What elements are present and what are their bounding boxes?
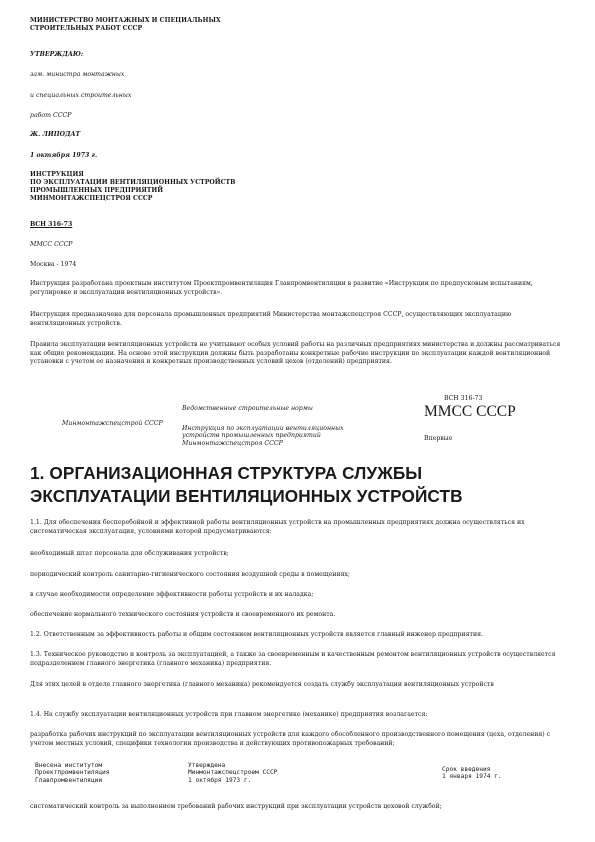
paragraph-control: периодический контроль санитарно-гигиенического состояния воздушной среды в помещениях; [30, 571, 350, 578]
paragraph-efficiency: в случае необходимости определение эффективности работы устройств и их наладка; [30, 591, 314, 598]
paragraph-1-1: 1.1. Для обеспечения бесперебойной и эффективной работы вентиляционных устройств на промышленных предприятиях должна осуществляться их систематическая эксплуатация, условиями которой предусматриваются: [30, 519, 525, 535]
document-org: ММСС СССР [30, 241, 73, 248]
approved-line-2: Минмонтажспецстроем СССР [188, 769, 278, 777]
approval-date: 1 октября 1973 г. [30, 152, 98, 159]
intro-paragraph-2: Инструкция предназначена для персонала промышленных предприятий Министерства монтажспецстроя СССР, осуществляющих эксплуатацию вентиляционных устройств. [30, 311, 512, 327]
title-line-2: ПО ЭКСПЛУАТАЦИИ ВЕНТИЛЯЦИОННЫХ УСТРОЙСТВ [30, 179, 236, 186]
paragraph-staff: необходимый штат персонала для обслуживания устройств; [30, 550, 229, 557]
paragraph-1-2: 1.2. Ответственным за эффективность работы и общим состоянием вентиляционных устройств является главный инженер предприятия. [30, 631, 483, 638]
section-title-line-1: 1. ОРГАНИЗАЦИОННАЯ СТРУКТУРА СЛУЖБЫ [30, 463, 423, 483]
title-line-3: ПРОМЫШЛЕННЫХ ПРЕДПРИЯТИЙ [30, 187, 164, 194]
intro-paragraph-1: Инструкция разработана проектным институтом Проектпромвентиляция Главпромвентиляции в развитие «Инструкции по предпусковым испытаниям, регулировке и эксплуатации вентиляционных устройств». [30, 280, 533, 296]
approved-by [188, 762, 277, 784]
norms-title-line-1: Инструкция по эксплуатации вентиляционных [182, 425, 344, 432]
submitted-line-2: Проектпромвентиляция [35, 769, 110, 777]
norms-title-line-3: Минмонтажспецстроя СССР [182, 439, 283, 447]
paragraph-instructions: разработка рабочих инструкций по эксплуатации вентиляционных устройств для каждого обособленного производственного помещения (цеха, отделения) с учетом местных условий, специфики технологии производства и действующих противопожарных требований; [30, 731, 551, 747]
section-title-line-2: ЭКСПЛУАТАЦИИ ВЕНТИЛЯЦИОННЫХ УСТРОЙСТВ [30, 486, 463, 506]
title-line-4: МИНМОНТАЖСПЕЦСТРОЯ СССР [30, 195, 153, 202]
effective-line-1: Срок введения [442, 766, 491, 773]
submitted-line-3: Главпромвентиляции [35, 776, 103, 784]
paragraph-1-4: 1.4. На службу эксплуатации вентиляционных устройств при главном энергетике (механике) предприятия возлагается: [30, 711, 428, 718]
city-year: Москва - 1974 [30, 261, 77, 268]
paragraph-repair: обеспечение нормального технического состояния устройств и своевременного их ремонта. [30, 611, 336, 618]
effective-date [442, 766, 502, 781]
deputy-title-2: и специальных строительных [30, 92, 132, 99]
paragraph-1-3: 1.3. Техническое руководство и контроль за эксплуатацией, а также за своевременным и качественным ремонтом вентиляционных устройств осуществляется подразделением главного энергетика (главного механика) предприятия. [30, 651, 556, 667]
signer-name: Ж. ЛИПОДАТ [30, 131, 81, 138]
deputy-title-3: работ СССР [30, 112, 72, 119]
ministry-line-1: МИНИСТЕРСТВО МОНТАЖНЫХ И СПЕЦИАЛЬНЫХ [30, 17, 221, 24]
document-code: ВСН 316-73 [30, 221, 73, 228]
paragraph-systematic-control: систематический контроль за выполнением требований рабочих инструкций при эксплуатации устройств цеховой службой; [30, 803, 442, 810]
norms-code: ВСН 316-73 [444, 395, 483, 402]
ministry-line-2: СТРОИТЕЛЬНЫХ РАБОТ СССР [30, 25, 143, 32]
deputy-title: зам. министра монтажных [30, 71, 125, 78]
effective-line-2: 1 января 1974 г. [442, 773, 502, 781]
norms-title [182, 425, 344, 447]
approved-label: УТВЕРЖДАЮ: [30, 51, 84, 58]
paragraph-service: Для этих целей в отделе главного энергетика (главного механика) рекомендуется создать службу эксплуатации вентиляционных устройств [30, 681, 494, 688]
approved-line-1: Утверждена [188, 762, 226, 769]
submitted-by [35, 762, 110, 784]
submitted-line-1: Внесена институтом [35, 762, 103, 769]
norms-first-time: Впервые [424, 435, 453, 442]
title-line-1: ИНСТРУКЦИЯ [30, 171, 84, 178]
norms-ministry: Минмонтажспецстрой СССР [62, 420, 163, 427]
norms-category: Ведомственные строительные нормы [182, 405, 313, 412]
norms-title-line-2: устройств промышленных предприятий [182, 432, 321, 440]
intro-paragraph-3: Правила эксплуатации вентиляционных устройств не учитывают особых условий работы на различных предприятиях министерства и должны рассматриваться как общие рекомендации. На основе этой инструкции должны быть разработаны конкретные рабочие инструкции по эксплуатации каждой вентиляционной установки с учетом ее назначения и конкретных производственных условий цехов (отделений) предприятия. [30, 341, 561, 366]
approved-line-3: 1 октября 1973 г. [188, 776, 252, 784]
norms-org: ММСС СССР [424, 403, 516, 420]
